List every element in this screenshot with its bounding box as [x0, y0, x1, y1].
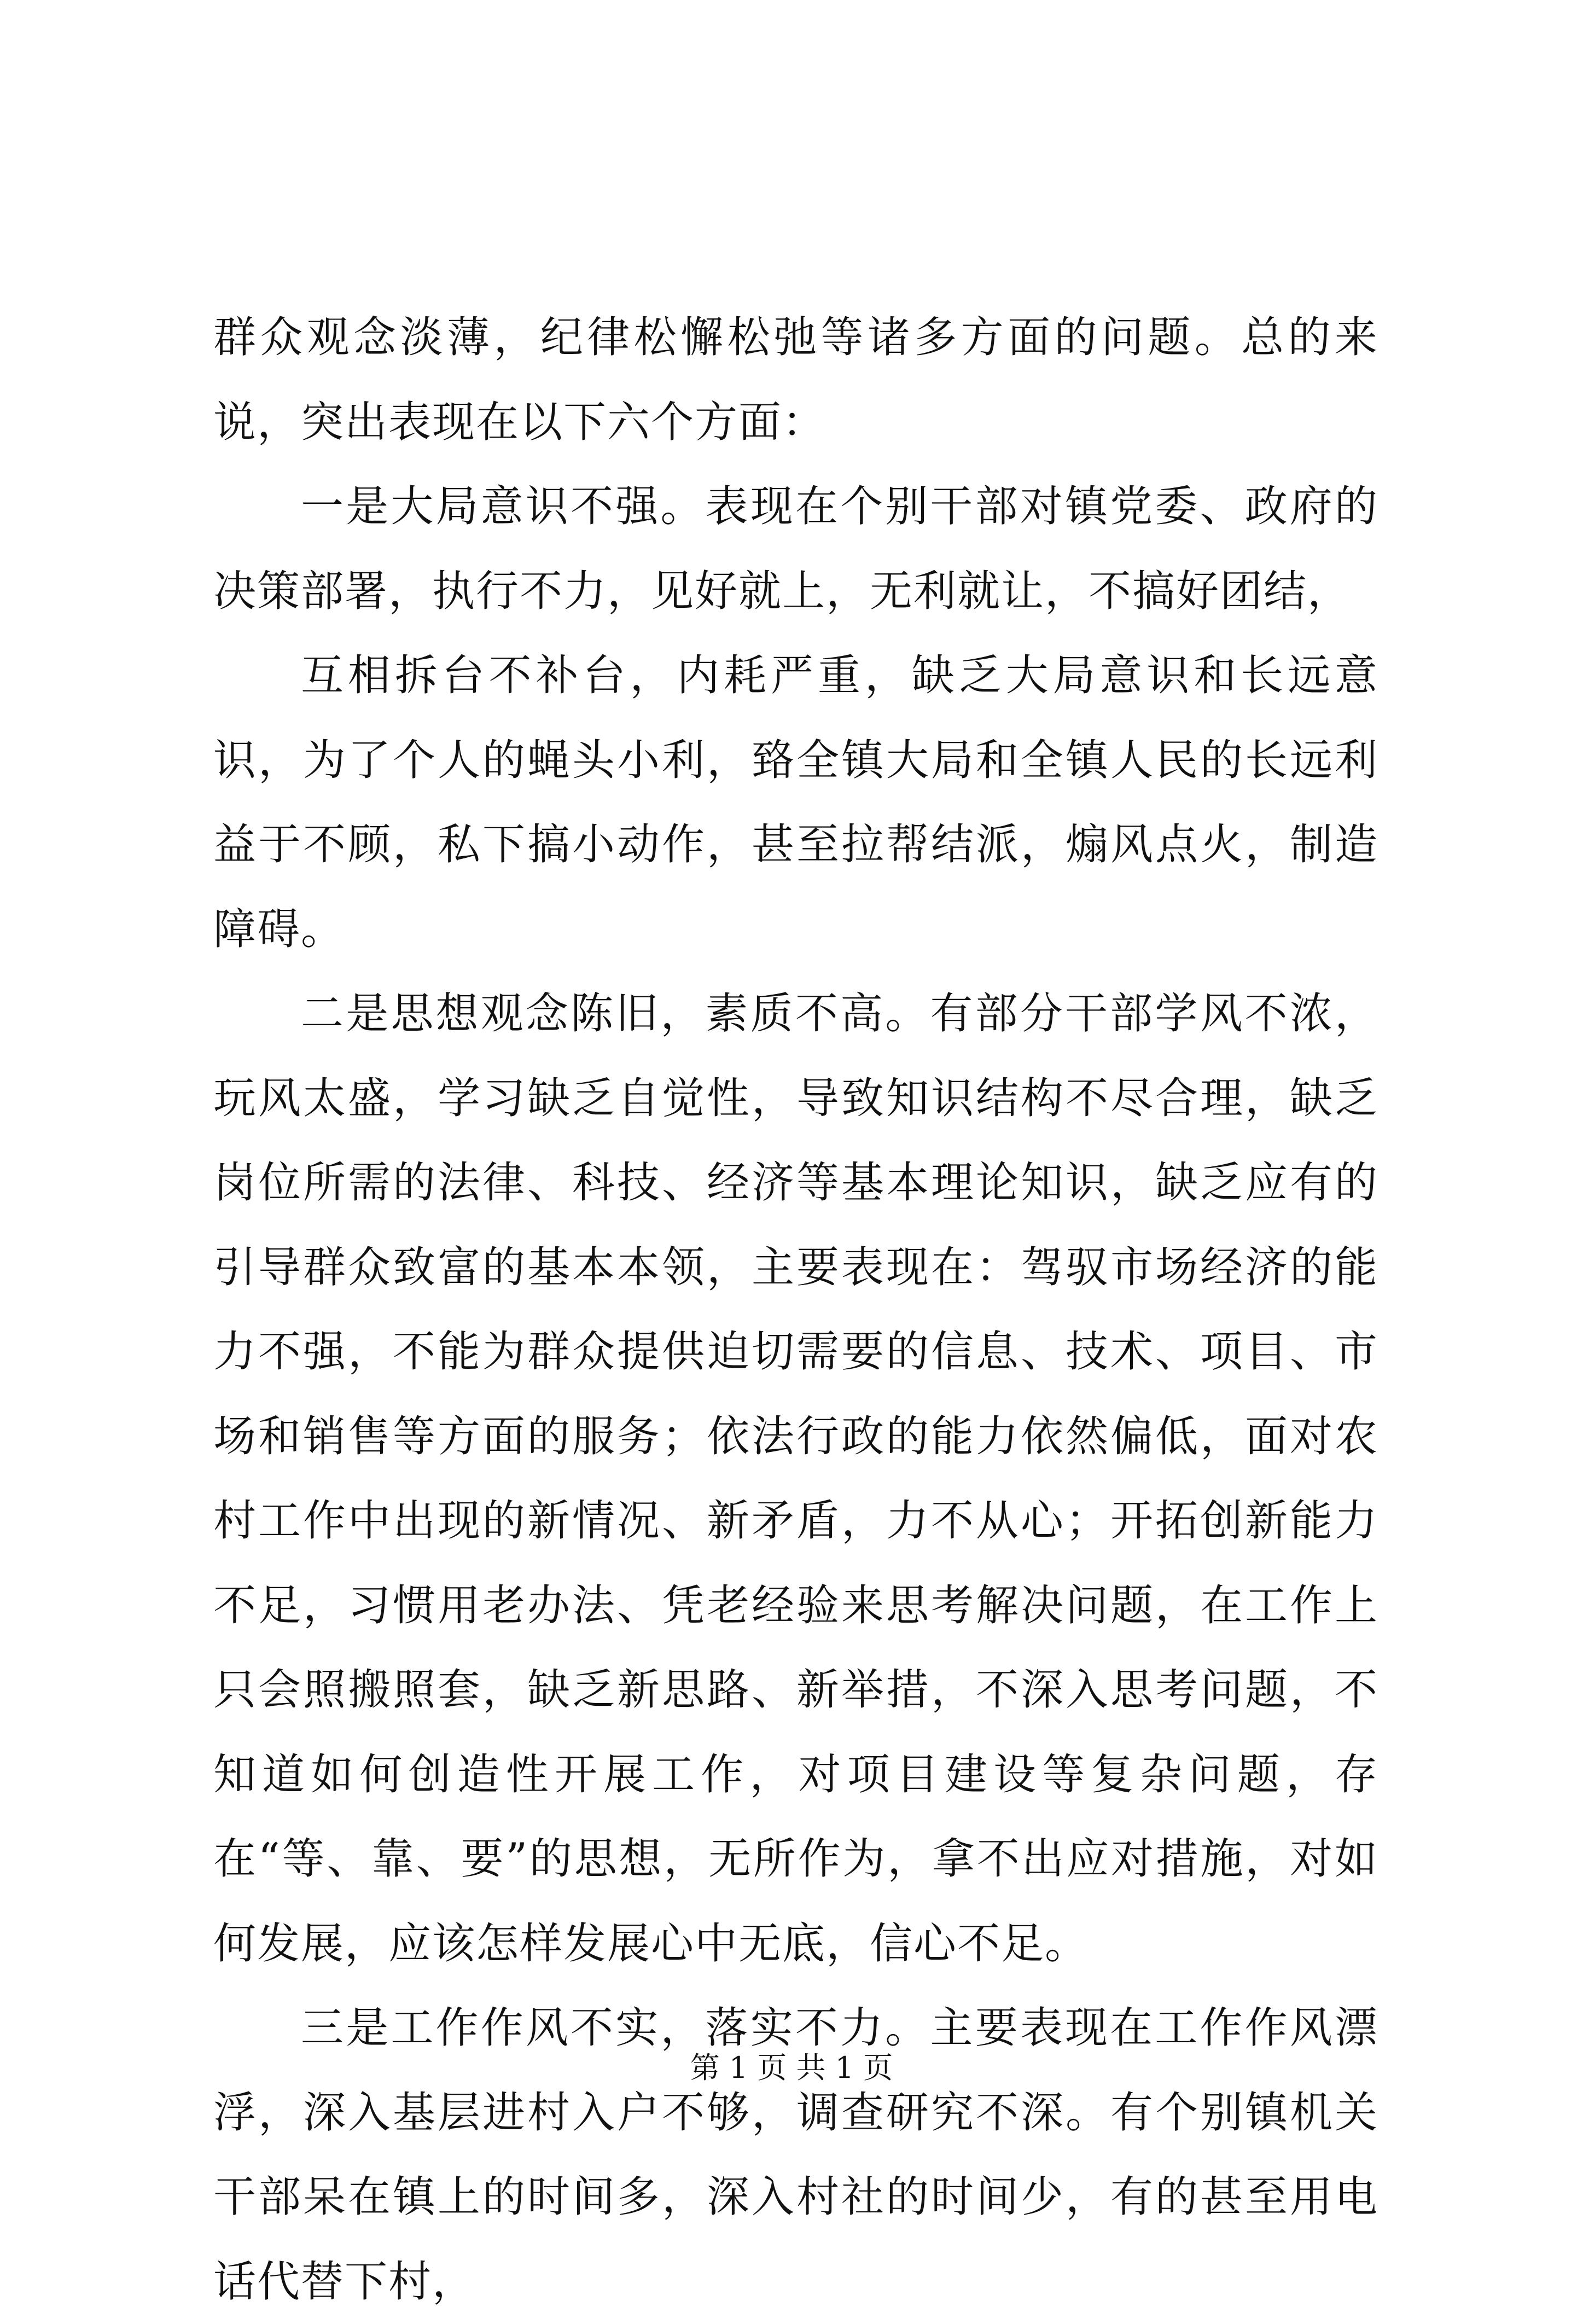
paragraph-1: 群众观念淡薄，纪律松懈松弛等诸多方面的问题。总的来说，突出表现在以下六个方面：: [213, 313, 1378, 447]
document-body: [213, 295, 1378, 2324]
page-footer: [0, 2049, 1583, 2087]
paragraph-2: 一是大局意识不强。表现在个别干部对镇党委、政府的决策部署，执行不力，见好就上，无利就让，不搞好团结，: [213, 482, 1378, 616]
page-number-label: 第 1 页 共 1 页: [690, 2050, 893, 2085]
paragraph-5: 三是工作作风不实，落实不力。主要表现在工作作风漂浮，深入基层进村入户不够，调查研究不深。有个别镇机关干部呆在镇上的时间多，深入村社的时间少，有的甚至用电话代替下村，: [213, 2003, 1378, 2306]
paragraph-3: 互相拆台不补台，内耗严重，缺乏大局意识和长远意识，为了个人的蝇头小利，臵全镇大局和全镇人民的长远利益于不顾，私下搞小动作，甚至拉帮结派，煽风点火，制造障碍。: [213, 651, 1378, 954]
paragraph-4: 二是思想观念陈旧，素质不高。有部分干部学风不浓，玩风太盛，学习缺乏自觉性，导致知识结构不尽合理，缺乏岗位所需的法律、科技、经济等基本理论知识，缺乏应有的引导群众致富的基本本领，主要表现在：驾驭市场经济的能力不强，不能为群众提供迫切需要的信息、技术、项目、市场和销售等方面的服务；依法行政的能力依然偏低，面对农村工作中出现的新情况、新矛盾，力不从心；开拓创新能力不足，习惯用老办法、凭老经验来思考解决问题，在工作上只会照搬照套，缺乏新思路、新举措，不深入思考问题，不知道如何创造性开展工作，对项目建设等复杂问题，存在“等、靠、要”的思想，无所作为，拿不出应对措施，对如何发展，应该怎样发展心中无底，信心不足。: [213, 989, 1378, 1968]
